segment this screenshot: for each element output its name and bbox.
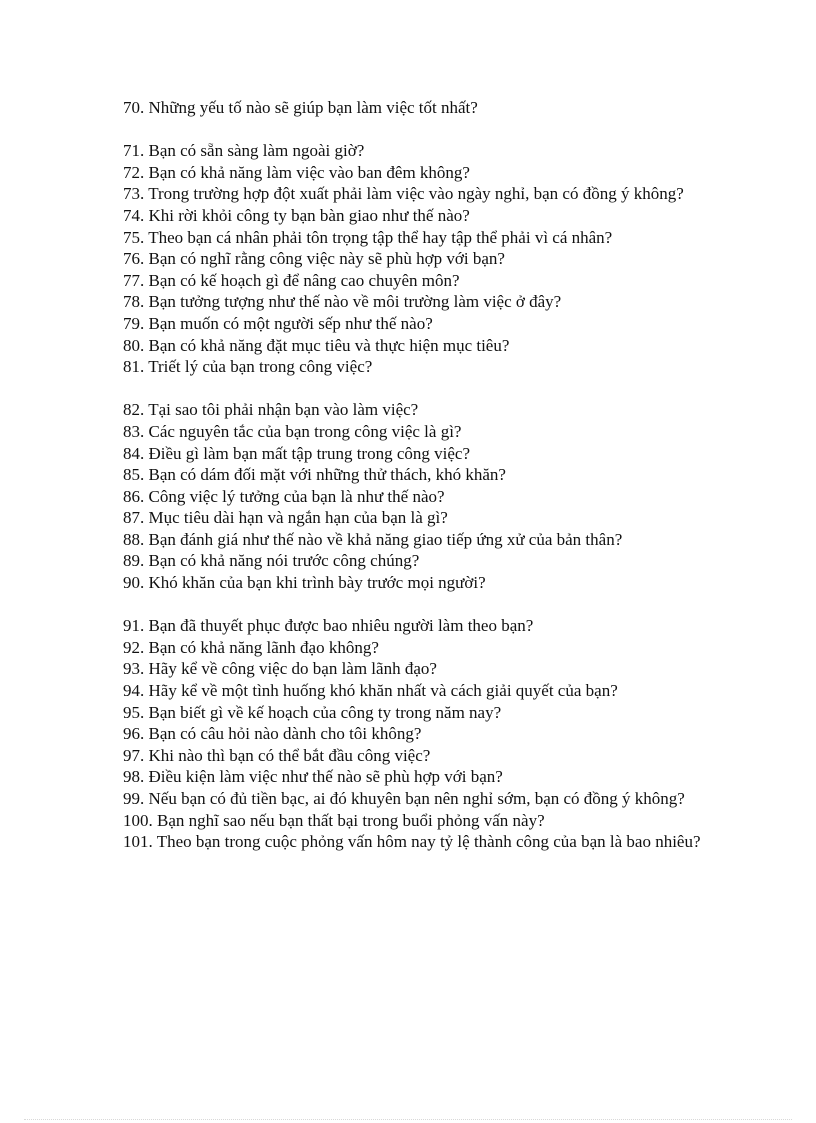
question-item: 92. Bạn có khả năng lãnh đạo không? xyxy=(123,637,379,657)
question-group xyxy=(123,615,703,853)
question-item: 95. Bạn biết gì về kế hoạch của công ty trong năm nay? xyxy=(123,702,502,722)
question-item: 89. Bạn có khả năng nói trước công chúng? xyxy=(123,551,420,571)
question-item: 83. Các nguyên tắc của bạn trong công việc là gì? xyxy=(123,421,462,441)
question-item: 101. Theo bạn trong cuộc phỏng vấn hôm nay tỷ lệ thành công của bạn là bao nhiêu? xyxy=(123,832,701,852)
question-item: 97. Khi nào thì bạn có thể bắt đầu công việc? xyxy=(123,745,431,765)
question-item: 90. Khó khăn của bạn khi trình bày trước mọi người? xyxy=(123,573,486,593)
question-item: 91. Bạn đã thuyết phục được bao nhiêu người làm theo bạn? xyxy=(123,616,534,636)
group-spacer xyxy=(123,594,703,616)
question-item: 87. Mục tiêu dài hạn và ngắn hạn của bạn là gì? xyxy=(123,508,448,528)
question-item: 70. Những yếu tố nào sẽ giúp bạn làm việc tốt nhất? xyxy=(123,98,478,117)
question-item: 77. Bạn có kế hoạch gì để nâng cao chuyên môn? xyxy=(123,270,460,290)
question-item: 98. Điều kiện làm việc như thế nào sẽ phù hợp với bạn? xyxy=(123,767,503,787)
question-group xyxy=(123,97,703,119)
question-item: 73. Trong trường hợp đột xuất phải làm việc vào ngày nghỉ, bạn có đồng ý không? xyxy=(123,184,684,204)
question-group xyxy=(123,399,703,593)
question-item: 75. Theo bạn cá nhân phải tôn trọng tập thể hay tập thể phải vì cá nhân? xyxy=(123,227,613,247)
question-item: 80. Bạn có khả năng đặt mục tiêu và thực hiện mục tiêu? xyxy=(123,335,510,355)
question-group xyxy=(123,140,703,378)
group-spacer xyxy=(123,119,703,141)
question-item: 79. Bạn muốn có một người sếp như thế nào? xyxy=(123,313,433,333)
question-item: 88. Bạn đánh giá như thế nào về khả năng giao tiếp ứng xử của bản thân? xyxy=(123,529,623,549)
question-item: 84. Điều gì làm bạn mất tập trung trong công việc? xyxy=(123,443,470,463)
group-spacer xyxy=(123,378,703,400)
question-item: 71. Bạn có sẵn sàng làm ngoài giờ? xyxy=(123,141,365,161)
question-item: 78. Bạn tưởng tượng như thế nào về môi trường làm việc ở đây? xyxy=(123,292,562,312)
question-item: 85. Bạn có dám đối mặt với những thử thách, khó khăn? xyxy=(123,465,506,485)
question-item: 100. Bạn nghĩ sao nếu bạn thất bại trong buổi phỏng vấn này? xyxy=(123,810,545,830)
question-item: 86. Công việc lý tưởng của bạn là như thế nào? xyxy=(123,486,445,506)
page-bottom-divider xyxy=(24,1119,792,1120)
question-item: 96. Bạn có câu hỏi nào dành cho tôi không? xyxy=(123,724,422,744)
question-item: 82. Tại sao tôi phải nhận bạn vào làm việc? xyxy=(123,400,419,420)
question-item: 76. Bạn có nghĩ rằng công việc này sẽ phù hợp với bạn? xyxy=(123,249,505,269)
question-item: 93. Hãy kể về công việc do bạn làm lãnh đạo? xyxy=(123,659,437,679)
question-item: 72. Bạn có khả năng làm việc vào ban đêm không? xyxy=(123,162,470,182)
question-item: 81. Triết lý của bạn trong công việc? xyxy=(123,357,373,377)
question-item: 99. Nếu bạn có đủ tiền bạc, ai đó khuyên bạn nên nghỉ sớm, bạn có đồng ý không? xyxy=(123,789,685,808)
question-item: 74. Khi rời khỏi công ty bạn bàn giao như thế nào? xyxy=(123,205,470,225)
question-item: 94. Hãy kể về một tình huống khó khăn nhất và cách giải quyết của bạn? xyxy=(123,681,618,701)
question-list xyxy=(123,97,703,853)
